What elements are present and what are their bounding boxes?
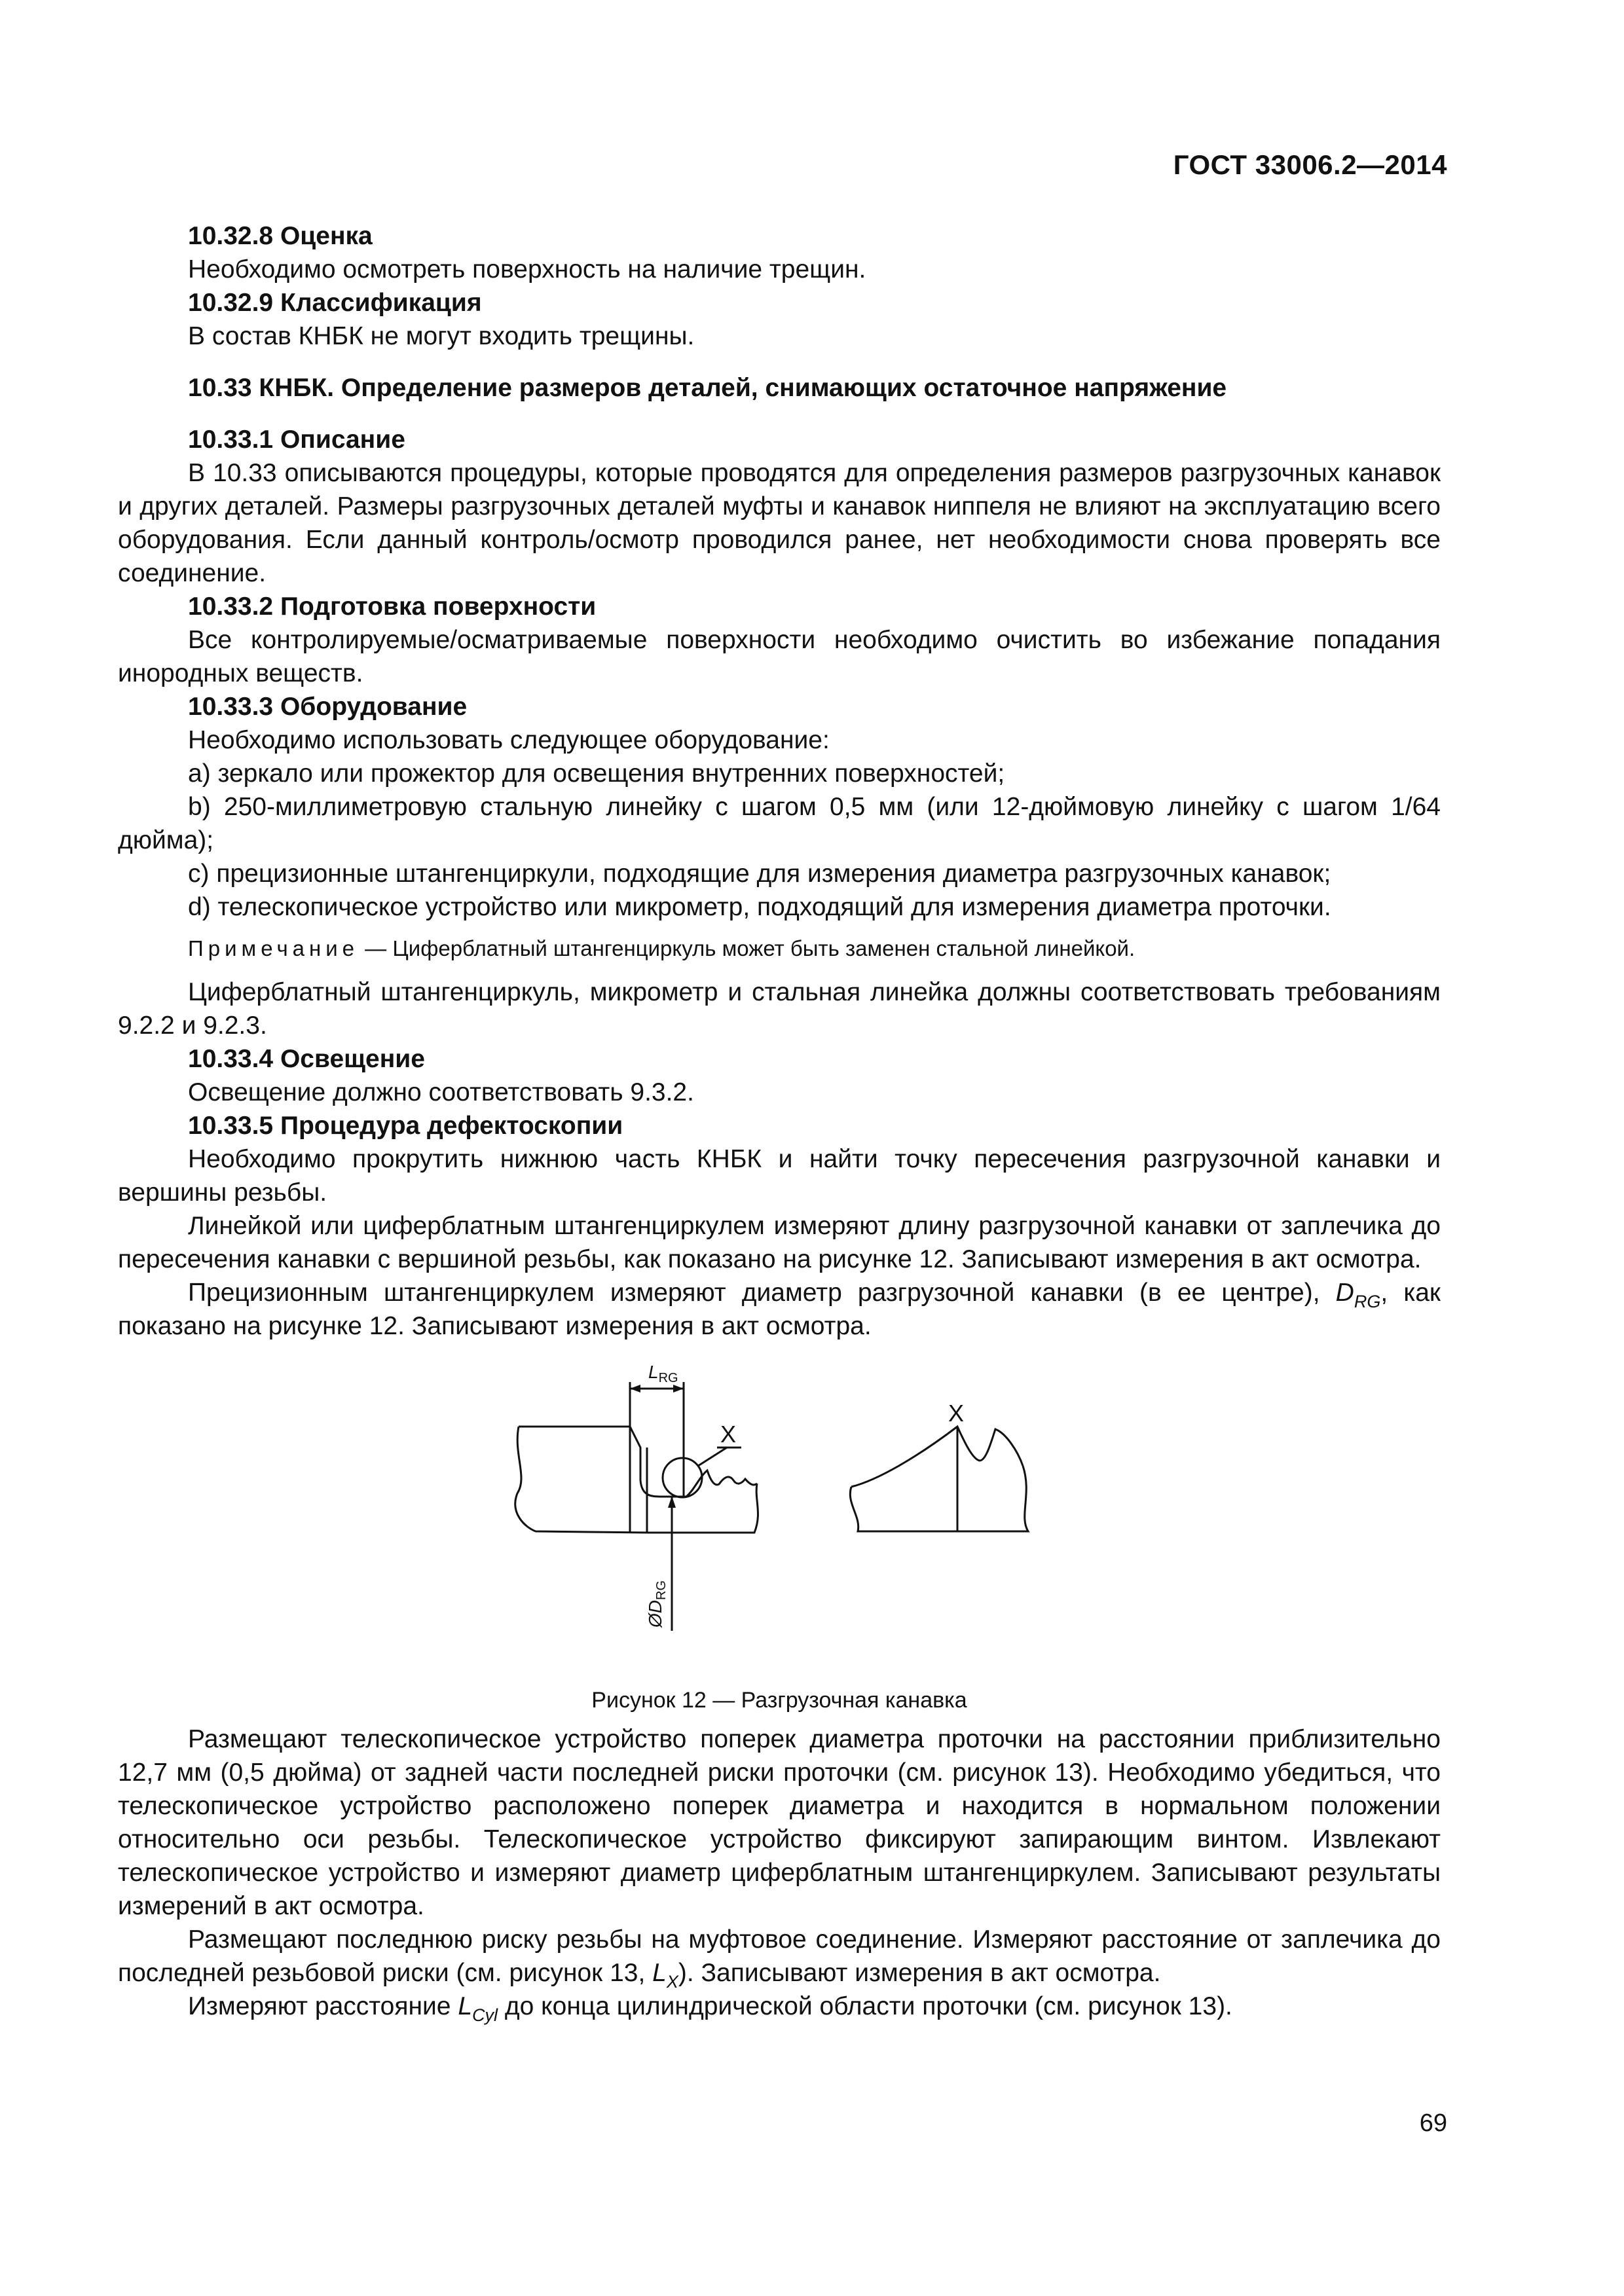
label-x-left: X <box>720 1421 737 1448</box>
math-symbol: L <box>652 1959 667 1987</box>
paragraph: c) прецизионные штангенциркули, подходящие для измерения диаметра разгрузочных канавок; <box>188 860 1331 888</box>
section-heading: 10.33 КНБК. Определение размеров деталей, снимающих остаточное напряжение <box>188 374 1227 402</box>
section-heading: 10.33.3 Оборудование <box>188 693 468 721</box>
paragraph: Циферблатный штангенциркуль, микрометр и стальная линейка должны соответствовать требованиям 9.2.2 и 9.2.3. <box>118 978 1441 1040</box>
paragraph: В состав КНБК не могут входить трещины. <box>188 322 695 350</box>
math-subscript: X <box>666 1972 678 1992</box>
section-heading: 10.32.9 Классификация <box>188 289 482 317</box>
shoulder-outline <box>519 1427 640 1480</box>
figure-caption: Рисунок 12 — Разгрузочная канавка <box>591 1688 967 1713</box>
figure-12 <box>118 1356 1441 1722</box>
drg-label: ØD <box>645 1600 665 1628</box>
math-subscript: RG <box>1354 1292 1381 1311</box>
document-body <box>118 219 1441 2023</box>
break-line-right <box>650 1484 758 1533</box>
paragraph: а) зеркало или прожектор для освещения внутренних поверхностей; <box>188 759 1005 788</box>
paragraph: Освещение должно соответствовать 9.3.2. <box>188 1078 694 1106</box>
groove-thread-profile <box>640 1470 757 1497</box>
paragraph-text: Прецизионным штангенциркулем измеряют диаметр разгрузочной канавки (в ее центре), <box>188 1279 1336 1307</box>
paragraph-text: до конца цилиндрической области проточки (см. рисунок 13). <box>498 1992 1232 2020</box>
detail-break-outline <box>850 1466 1028 1531</box>
detail-leader-line <box>698 1448 727 1466</box>
paragraph: Необходимо прокрутить нижнюю часть КНБК и найти точку пересечения разгрузочной канавки и вершины резьбы. <box>118 1145 1441 1207</box>
note <box>118 932 1441 965</box>
paragraph: Все контролируемые/осматриваемые поверхности необходимо очистить во избежание попадания инородных веществ. <box>118 626 1441 687</box>
note-text: — Циферблатный штангенциркуль может быть заменен стальной линейкой. <box>359 936 1135 960</box>
paragraph: Линейкой или циферблатным штангенциркулем измеряют длину разгрузочной канавки от заплечика до пересечения канавки с вершиной резьбы, как показано на рисунке 12. Записывают измерения в акт осмотра. <box>118 1212 1441 1273</box>
paragraph: d) телескопическое устройство или микрометр, подходящий для измерения диаметра проточки. <box>188 893 1331 921</box>
paragraph: b) 250-миллиметровую стальную линейку с шагом 0,5 мм (или 12-дюймовую линейку с шагом 1/64 дюйма); <box>118 793 1441 854</box>
paragraph: Необходимо осмотреть поверхность на наличие трещин. <box>188 255 866 283</box>
paragraph: В 10.33 описываются процедуры, которые проводятся для определения размеров разгрузочных канавок и других деталей. Размеры разгрузочных деталей муфты и канавок ниппеля не влияют на эксплуатацию всего оборудования. Если данный контроль/осмотр проводился ранее, нет необходимости снова проверять все соединение. <box>118 459 1441 587</box>
section-heading: 10.33.2 Подготовка поверхности <box>188 592 597 621</box>
document-code: ГОСТ 33006.2—2014 <box>1173 149 1447 180</box>
paragraph: Размещают телескопическое устройство поперек диаметра проточки на расстоянии приблизительно 12,7 мм (0,5 дюйма) от задней части последней риски проточки (см. рисунок 13). Необходимо убедиться, что телескопическое устройство расположено поперек диаметра и находится в нормальном положении относительно оси резьбы. Телескопическое устройство фиксируют запирающим винтом. Извлекают телескопическое устройство и измеряют диаметр циферблатным штангенциркулем. Записывают результаты измерений в акт осмотра. <box>118 1725 1441 1920</box>
relief-groove-drawing <box>511 1356 1048 1664</box>
math-symbol: D <box>1335 1279 1354 1307</box>
paragraph: Необходимо использовать следующее оборудование: <box>188 726 830 754</box>
detail-thread-profile <box>851 1427 1023 1487</box>
math-symbol: L <box>458 1992 473 2020</box>
paragraph-text: Размещают последнюю риску резьбы на муфтовое соединение. Измеряют расстояние от заплечика до последней резьбовой риски (см. рисунок 13, <box>118 1925 1441 1987</box>
section-heading: 10.33.5 Процедура дефектоскопии <box>188 1112 623 1140</box>
paragraph <box>118 1923 1441 1990</box>
paragraph-text: , как показано на рисунке 12. Записывают измерения в акт осмотра. <box>118 1279 1441 1340</box>
note-label: Примечание <box>188 936 360 960</box>
section-heading: 10.32.8 Оценка <box>188 222 373 250</box>
lrg-label: L <box>648 1362 659 1382</box>
section-heading: 10.33.4 Освещение <box>188 1045 425 1073</box>
svg-text:LRG: $L_{RG}$ <box>648 1362 678 1385</box>
math-subscript: Cyl <box>472 2005 498 2025</box>
paragraph-text: ). Записывают измерения в акт осмотра. <box>678 1959 1161 1987</box>
section-heading: 10.33.1 Описание <box>188 426 405 454</box>
svg-text:ØDRG: $ØD_{RG}$ <box>645 1580 669 1628</box>
label-x-right: X <box>948 1400 965 1427</box>
page-number: 69 <box>1419 2109 1447 2137</box>
detail-circle-x <box>663 1458 702 1497</box>
paragraph <box>118 1276 1441 1343</box>
paragraph <box>118 1990 1441 2023</box>
paragraph-text: Измеряют расстояние <box>188 1992 458 2020</box>
